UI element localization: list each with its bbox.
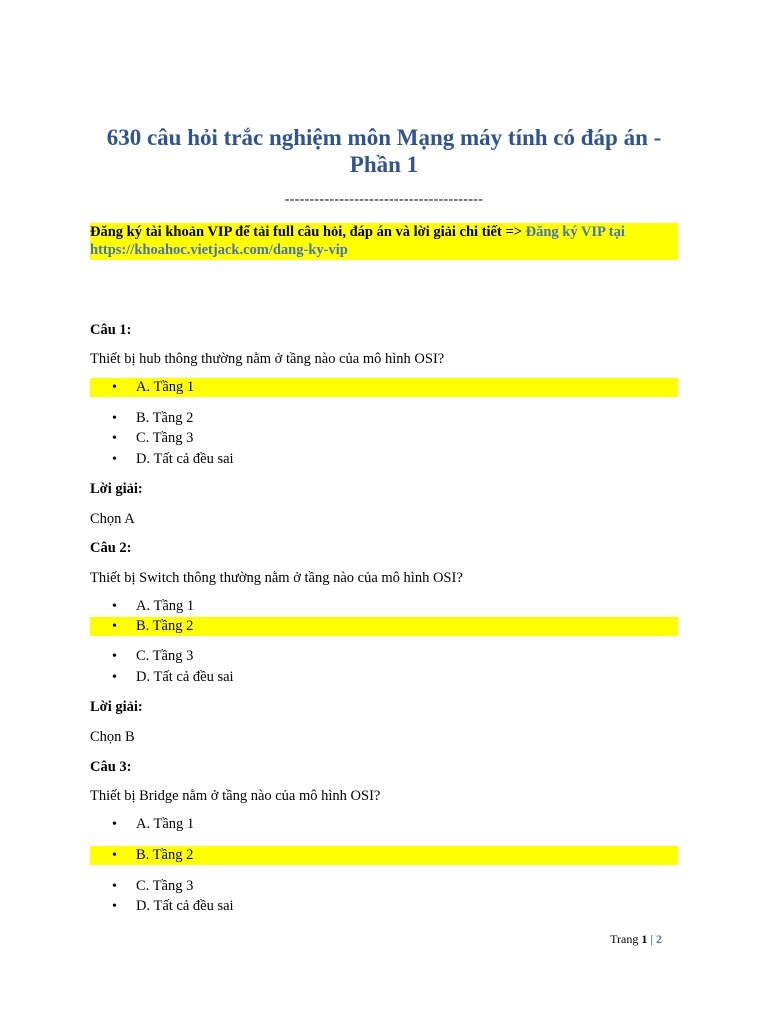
- question-3-label: Câu 3:: [90, 759, 132, 775]
- question-2-option-d: • D. Tất cả đều sai: [112, 669, 234, 685]
- bullet-icon: •: [112, 599, 117, 614]
- question-1-text: Thiết bị hub thông thường nằm ở tầng nào của mô hình OSI?: [90, 351, 445, 367]
- question-1-answer-label: Lời giải:: [90, 481, 143, 497]
- question-1-option-c: • C. Tầng 3: [112, 430, 194, 446]
- question-2-option-b: • B. Tầng 2: [90, 617, 678, 636]
- question-2-answer: Chọn B: [90, 729, 135, 745]
- question-2-answer-label: Lời giải:: [90, 699, 143, 715]
- page-footer: [560, 931, 662, 947]
- bullet-icon: •: [112, 817, 117, 832]
- question-1-label: Câu 1:: [90, 322, 132, 338]
- page-total: 2: [656, 932, 662, 946]
- question-1-answer: Chọn A: [90, 511, 135, 527]
- question-3-text: Thiết bị Bridge nằm ở tầng nào của mô hình OSI?: [90, 788, 381, 804]
- page-word: Trang: [610, 932, 639, 946]
- bullet-icon: •: [112, 380, 117, 395]
- bullet-icon: •: [112, 670, 117, 685]
- question-3-option-c: • C. Tầng 3: [112, 878, 194, 894]
- bullet-icon: •: [112, 649, 117, 664]
- vip-banner: [90, 223, 678, 260]
- bullet-icon: •: [112, 431, 117, 446]
- bullet-icon: •: [112, 848, 117, 863]
- page-title: 630 câu hỏi trắc nghiệm môn Mạng máy tính có đáp án - Phần 1: [106, 125, 662, 177]
- bullet-icon: •: [112, 899, 117, 914]
- question-3-option-b: • B. Tầng 2: [90, 846, 678, 865]
- vip-link[interactable]: Đăng ký VIP tại https://khoahoc.vietjack.com/dang-ky-vip: [90, 224, 625, 258]
- vip-text: Đăng ký tài khoản VIP để tải full câu hỏi, đáp án và lời giải chi tiết =>: [90, 224, 526, 240]
- question-2-label: Câu 2:: [90, 540, 132, 556]
- bullet-icon: •: [112, 411, 117, 426]
- bullet-icon: •: [112, 452, 117, 467]
- separator-line: ----------------------------------------: [284, 192, 484, 207]
- question-3-option-a: • A. Tầng 1: [112, 816, 195, 832]
- question-2-option-c: • C. Tầng 3: [112, 648, 194, 664]
- question-2-text: Thiết bị Switch thông thường nằm ở tầng nào của mô hình OSI?: [90, 570, 463, 586]
- page-separator: |: [650, 932, 653, 946]
- question-3-option-d: • D. Tất cả đều sai: [112, 898, 234, 914]
- question-1-option-a: • A. Tầng 1: [90, 378, 678, 397]
- bullet-icon: •: [112, 619, 117, 634]
- question-1-option-d: • D. Tất cả đều sai: [112, 451, 234, 467]
- bullet-icon: •: [112, 879, 117, 894]
- question-1-option-b: • B. Tầng 2: [112, 410, 194, 426]
- page-number: 1: [641, 932, 648, 946]
- question-2-option-a: • A. Tầng 1: [112, 598, 195, 614]
